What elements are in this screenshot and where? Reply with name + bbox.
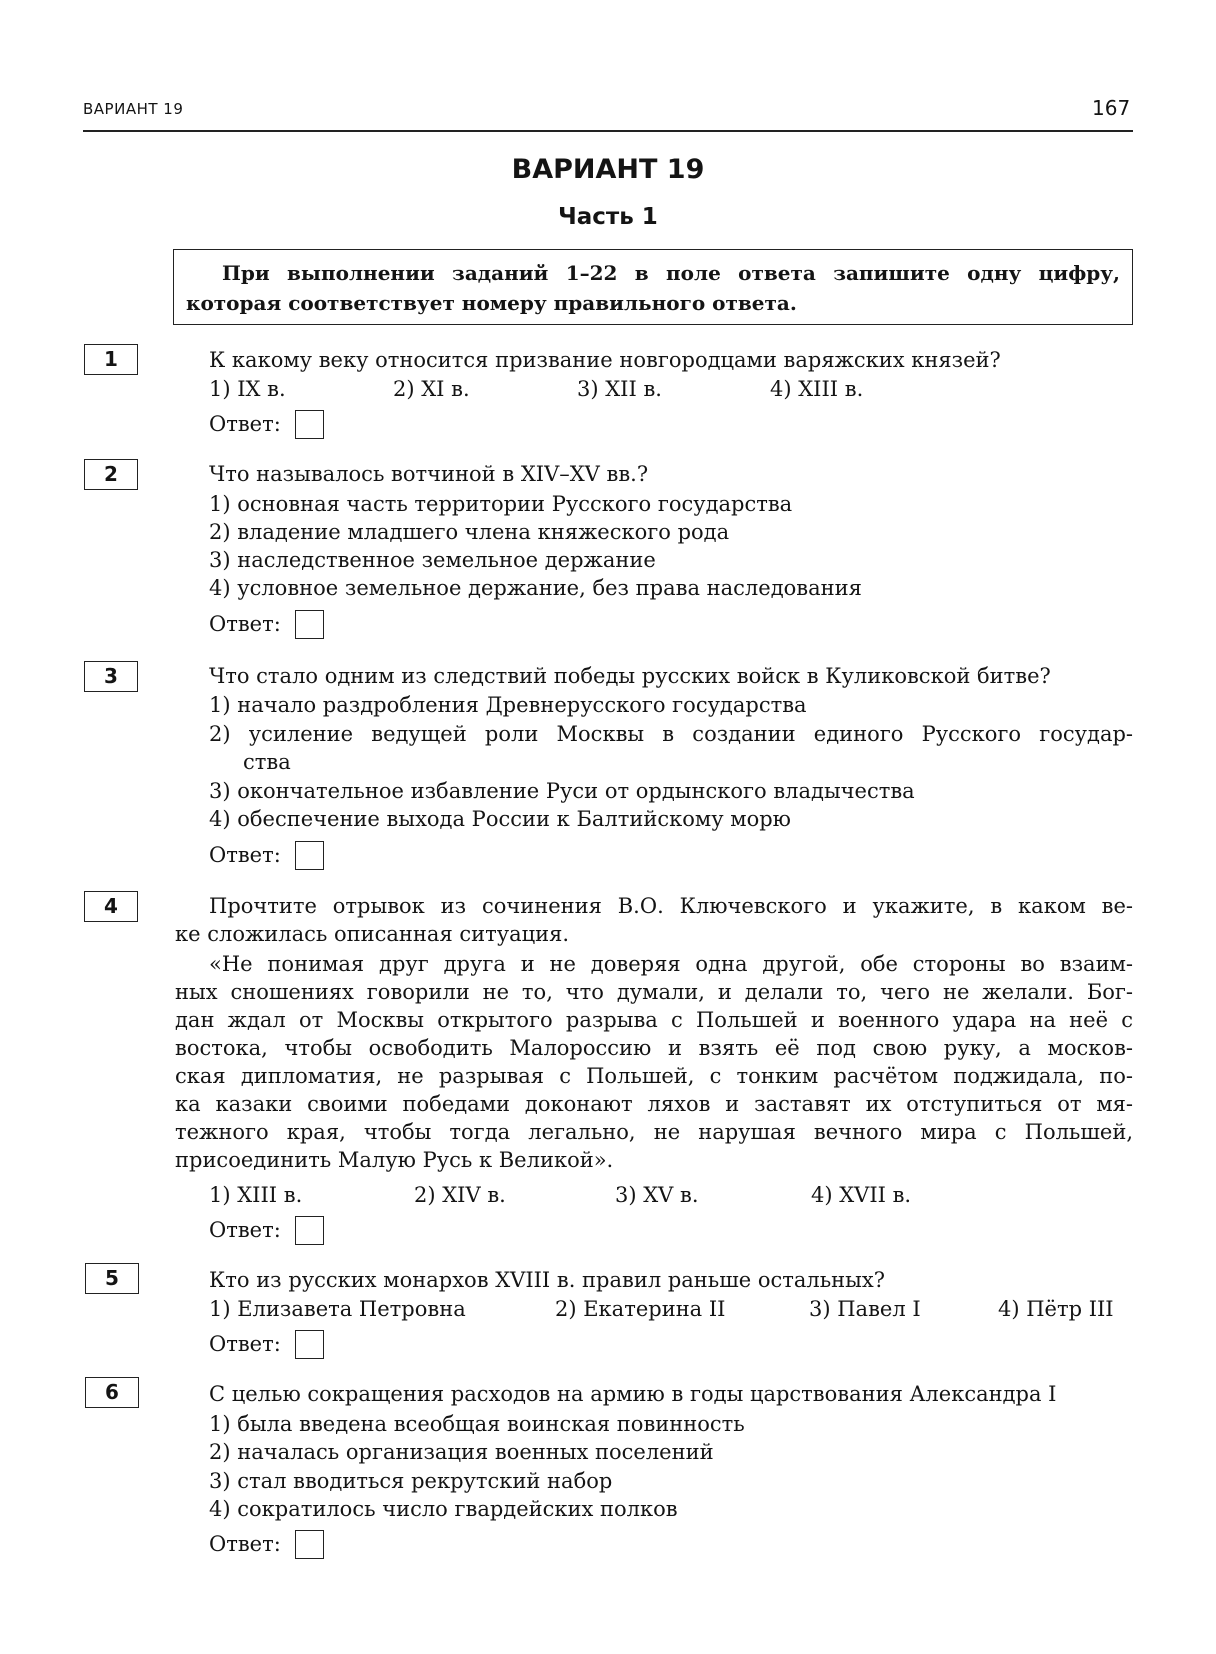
q3-option-4: 4) обеспечение выхода России к Балтийскому морю <box>209 807 791 831</box>
q2-option-2: 2) владение младшего члена княжеского рода <box>209 520 730 544</box>
q3-option-1: 1) начало раздробления Древнерусского государства <box>209 693 807 717</box>
q4-quote-line-6: ка казаки своими победами доконают ляхов и заставят их отступиться от мя- <box>175 1092 1133 1116</box>
header-rule <box>83 130 1133 132</box>
answer-label: Ответ: <box>209 1332 281 1356</box>
answer-label: Ответ: <box>209 412 281 436</box>
q3-option-2: 2) усиление ведущей роли Москвы в создании единого Русского государ- <box>209 722 1133 746</box>
answer-label: Ответ: <box>209 843 281 867</box>
q4-option-4: 4) XVII в. <box>811 1183 912 1207</box>
variant-title: ВАРИАНТ 19 <box>511 154 705 185</box>
q4-option-2: 2) XIV в. <box>414 1183 506 1207</box>
q2-answer-row <box>209 610 281 638</box>
q1-option-1: 1) IX в. <box>209 377 286 401</box>
q1-answer-row <box>209 410 281 438</box>
q4-quote-line-5: ская дипломатия, не разрывая с Польшей, с тонким расчётом поджидала, по- <box>175 1064 1133 1088</box>
q1-option-2: 2) XI в. <box>393 377 470 401</box>
answer-label: Ответ: <box>209 1532 281 1556</box>
q5-option-1: 1) Елизавета Петровна <box>209 1297 466 1321</box>
q4-quote-line-3: дан ждал от Москвы открытого разрыва с Польшей и военного удара на неё с <box>175 1008 1133 1032</box>
q5-option-2: 2) Екатерина II <box>555 1297 726 1321</box>
q4-answer-row <box>209 1216 281 1244</box>
q3-option-2-continuation: ства <box>243 750 291 774</box>
question-number-2: 2 <box>84 459 138 490</box>
q5-option-4: 4) Пётр III <box>998 1297 1114 1321</box>
q2-option-1: 1) основная часть территории Русского государства <box>209 492 793 516</box>
q4-quote-line-4: востока, чтобы освободить Малороссию и взять её под свою руку, а москов- <box>175 1036 1133 1060</box>
q4-option-1: 1) XIII в. <box>209 1183 303 1207</box>
q2-option-3: 3) наследственное земельное держание <box>209 548 656 572</box>
question-5-text: Кто из русских монархов XVIII в. правил раньше остальных? <box>209 1268 885 1292</box>
running-head: ВАРИАНТ 19 <box>83 100 184 118</box>
question-number-4: 4 <box>84 891 138 922</box>
question-4-text-line-2: ке сложилась описанная ситуация. <box>175 922 570 946</box>
instruction-box <box>173 249 1133 325</box>
q4-quote-line-8: присоединить Малую Русь к Великой». <box>175 1148 614 1172</box>
q5-answer-box[interactable] <box>295 1330 324 1359</box>
page-number: 167 <box>1092 96 1131 120</box>
q6-answer-box[interactable] <box>295 1530 324 1559</box>
q4-answer-box[interactable] <box>295 1216 324 1245</box>
question-1-text: К какому веку относится призвание новгородцами варяжских князей? <box>209 348 1001 372</box>
q6-answer-row <box>209 1530 281 1558</box>
q6-option-1: 1) была введена всеобщая воинская повинность <box>209 1412 745 1436</box>
question-number-6: 6 <box>85 1377 139 1408</box>
question-number-1: 1 <box>84 344 138 375</box>
q6-option-4: 4) сократилось число гвардейских полков <box>209 1497 678 1521</box>
q4-quote-line-7: тежного края, чтобы тогда легально, не нарушая вечного мира с Польшей, <box>175 1120 1133 1144</box>
q4-option-3: 3) XV в. <box>615 1183 699 1207</box>
q5-option-3: 3) Павел I <box>809 1297 921 1321</box>
q4-quote-line-2: ных сношениях говорили не то, что думали, и делали то, чего не желали. Бог- <box>175 980 1133 1004</box>
q1-option-4: 4) XIII в. <box>770 377 864 401</box>
part-title: Часть 1 <box>558 204 658 230</box>
q3-answer-box[interactable] <box>295 841 324 870</box>
q5-answer-row <box>209 1330 281 1358</box>
question-6-text: С целью сокращения расходов на армию в годы царствования Александра I <box>209 1382 1057 1406</box>
q1-answer-box[interactable] <box>295 410 324 439</box>
q3-option-3: 3) окончательное избавление Руси от ордынского владычества <box>209 779 915 803</box>
q2-answer-box[interactable] <box>295 610 324 639</box>
question-2-text: Что называлось вотчиной в XIV–XV вв.? <box>209 462 649 486</box>
question-3-text: Что стало одним из следствий победы русских войск в Куликовской битве? <box>209 664 1051 688</box>
q3-answer-row <box>209 841 281 869</box>
q6-option-3: 3) стал вводиться рекрутский набор <box>209 1469 613 1493</box>
question-number-3: 3 <box>84 661 138 692</box>
q4-quote-line-1: «Не понимая друг друга и не доверяя одна другой, обе стороны во взаим- <box>209 952 1133 976</box>
q6-option-2: 2) началась организация военных поселений <box>209 1440 714 1464</box>
question-4-text-line-1: Прочтите отрывок из сочинения В.О. Ключевского и укажите, в каком ве- <box>209 894 1133 918</box>
instruction-text: При выполнении заданий 1–22 в поле ответа запишите одну цифру, которая соответствует номеру правильного ответа. <box>186 261 1120 315</box>
answer-label: Ответ: <box>209 612 281 636</box>
answer-label: Ответ: <box>209 1218 281 1242</box>
q1-option-3: 3) XII в. <box>577 377 662 401</box>
q2-option-4: 4) условное земельное держание, без права наследования <box>209 576 862 600</box>
question-number-5: 5 <box>85 1263 139 1294</box>
